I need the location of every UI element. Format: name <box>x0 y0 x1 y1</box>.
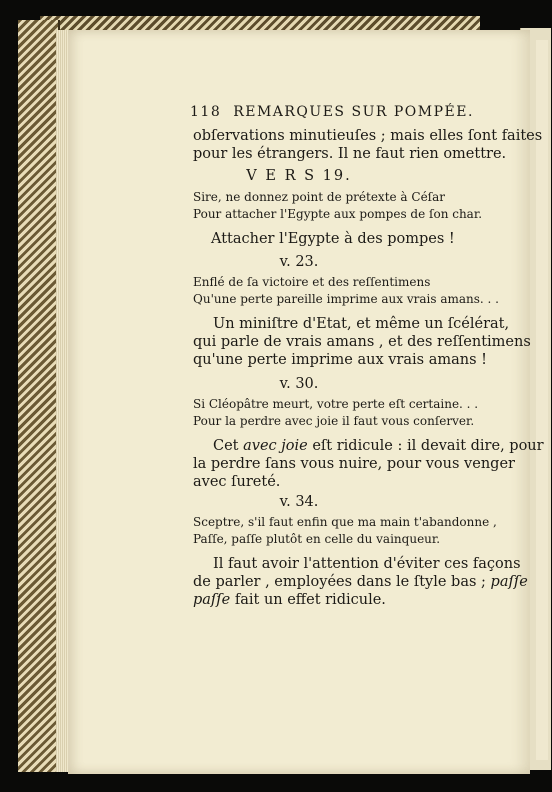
commentary-text: eſt ridicule : il devait dire, pour <box>307 438 544 454</box>
quote-line: Pour la perdre avec joie il faut vous conſerver. <box>193 414 475 428</box>
book-top-edge <box>40 16 480 30</box>
quote-line: Si Cléopâtre meurt, votre perte eſt certaine. . . <box>193 397 479 411</box>
running-header <box>190 104 474 120</box>
commentary-line: qu'une perte imprime aux vrais amans ! <box>193 352 487 368</box>
verse-heading: v. 23. <box>279 254 319 270</box>
quote-line: Sire, ne donnez point de prétexte à Céſar <box>193 190 446 204</box>
commentary-italic: paſſe <box>490 574 528 590</box>
commentary-line: avec ſureté. <box>193 474 281 490</box>
quote-line: Pour attacher l'Egypte aux pompes de ſon char. <box>193 207 483 221</box>
commentary-italic: paſſe <box>193 592 231 608</box>
verse-heading: v. 34. <box>279 494 319 510</box>
quote-line: Enflé de ſa victoire et des reſſentimens <box>193 275 431 289</box>
book-binding <box>18 20 60 772</box>
quote-line: Qu'une perte pareille imprime aux vrais amans. . . <box>193 292 499 306</box>
commentary-line: Un miniſtre d'Etat, et même un ſcélérat, <box>213 316 510 332</box>
running-title: REMARQUES SUR POMPÉE. <box>233 104 474 120</box>
commentary-line <box>193 592 386 608</box>
commentary-text: de parler , employées dans le ſtyle bas ; <box>193 574 491 590</box>
commentary-line <box>193 574 528 590</box>
commentary-text: fait un effet ridicule. <box>230 592 386 608</box>
quote-line: Sceptre, s'il faut enfin que ma main t'abandonne , <box>193 515 497 529</box>
page-number: 118 <box>190 104 222 120</box>
commentary-line: Il faut avoir l'attention d'éviter ces façons <box>213 556 521 572</box>
quote-line: Paſſe, paſſe plutôt en celle du vainqueur. <box>193 532 441 546</box>
commentary-line: qui parle de vrais amans , et des reſſentimens <box>193 334 531 350</box>
text-line: pour les étrangers. Il ne faut rien omettre. <box>193 146 507 162</box>
commentary-text: Cet <box>213 438 244 454</box>
verse-heading: v. 30. <box>279 376 319 392</box>
verse-heading: V E R S 19. <box>246 168 352 184</box>
facing-page-edge <box>536 40 548 760</box>
commentary-line: Attacher l'Egypte à des pompes ! <box>211 231 455 247</box>
commentary-italic: avec joie <box>243 438 308 454</box>
commentary-line <box>213 438 544 454</box>
text-line: obſervations minutieuſes ; mais elles ſont faites <box>193 128 543 144</box>
commentary-line: la perdre ſans vous nuire, pour vous venger <box>193 456 515 472</box>
